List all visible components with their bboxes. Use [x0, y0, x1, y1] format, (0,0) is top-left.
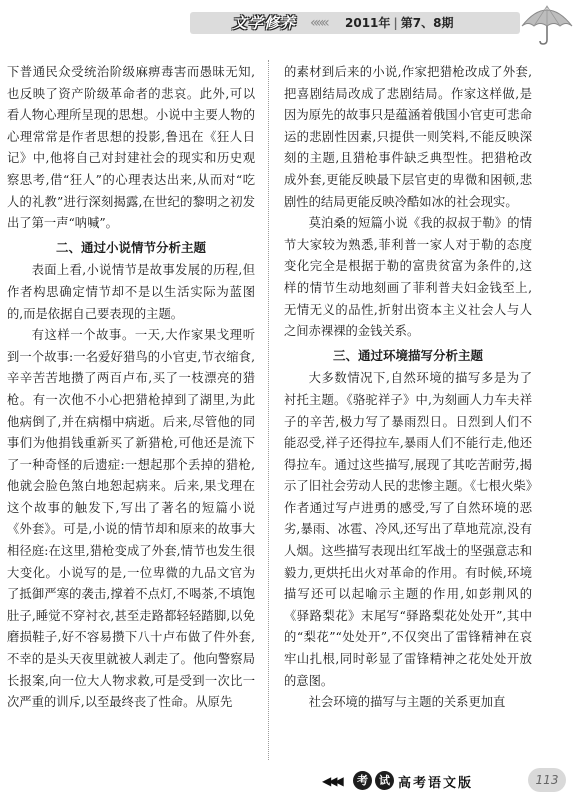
paragraph: 莫泊桑的短篇小说《我的叔叔于勒》的情节大家较为熟悉,菲利普一家人对于勒的态度变化完全是根据于勒的富贵贫富为条件的,这样的情节生动地刻画了菲利普夫妇金钱至上,无情无义的品性,折射出资本主义社会人与人之间赤裸裸的金钱关系。 — [284, 216, 532, 339]
issue-info — [345, 12, 454, 34]
paragraph: 大多数情况下,自然环境的描写多是为了衬托主题。《骆驼祥子》中,为刻画人力车夫祥子的辛苦,极力写了暴雨烈日。日烈到人们不能忍受,祥子还得拉车,暴雨人们不能行走,他还得拉车。通过这些描写,展现了其吃苦耐劳,揭示了旧社会劳动人民的悲惨主题。《七根火柴》作者通过写卢进勇的感受,写了自然环境的恶劣,暴雨、冰雹、冷风,还写出了草地荒凉,没有人烟。这些描写表现出红军战士的坚强意志和毅力,更烘托出火对革命的作用。有时候,环境描写还可以起喻示主题的作用,如彭荆风的《驿路梨花》末尾写“驿路梨花处处开”,其中的“梨花”“处处开”,不仅突出了雷锋精神在哀牢山扎根,同时彰显了雷锋精神之花处处开放的意图。 — [284, 371, 532, 688]
page-number: 113 — [528, 768, 566, 792]
umbrella-icon — [518, 0, 576, 46]
left-column — [7, 62, 255, 714]
page-header — [0, 0, 578, 46]
paragraph: 下普通民众受统治阶级麻痹毒害而愚昧无知,也反映了资产阶级革命者的悲哀。此外,可以看人物心理所呈现的思想。小说中主要人物的心理常常是作者思想的投影,鲁迅在《狂人日记》中,他将自己对封建社会的现实和历史观察思考,借“狂人”的心理表达出来,从而对“吃人的礼教”进行深刻揭露,在世纪的黎明之初发出了第一声“呐喊”。 — [7, 65, 255, 231]
page-footer — [0, 768, 578, 800]
issue-year: 2011年 — [345, 16, 391, 30]
column-divider — [268, 60, 269, 760]
paragraph: 的素材到后来的小说,作家把猎枪改成了外套,把喜剧结局改成了悲剧结局。作家这样做,是因为原先的故事只是蕴涵着俄国小官吏可悲命运的悲剧性因素,只提供一则笑料,不能反映深刻的主题,且猎枪事件缺乏典型性。把猎枪改成外套,更能反映最下层官吏的卑微和困顿,悲剧性的结局更能反映冷酷如冰的社会现实。 — [284, 65, 532, 209]
paragraph: 社会环境的描写与主题的关系更加直 — [308, 695, 506, 710]
section-heading: 三、通过环境描写分析主题 — [332, 347, 483, 363]
paragraph: 表面上看,小说情节是故事发展的历程,但作者构思确定情节却不是以生活实际为蓝图的,而是依据自己要表现的主题。 — [7, 263, 255, 321]
magazine-section-title: 文学修养 — [232, 14, 297, 32]
footer-badge-shi: 试 — [375, 771, 394, 790]
paragraph: 有这样一个故事。一天,大作家果戈理听到一个故事:一名爱好猎鸟的小官吏,节衣缩食,辛辛苦苦地攒了两百卢布,买了一枝漂亮的猎枪。有一次他不小心把猎枪掉到了湖里,为此他病倒了,并在病榻中病逝。后来,尽管他的同事们为他捐钱重新买了新猎枪,可他还是流下了一种奇怪的后遗症:一想起那个丢掉的猎枪,他就会脸色煞白地恕起病来。后来,果戈理在这个故事的触发下,写出了著名的短篇小说《外套》。可是,小说的情节却和原来的故事大相径庭:在这里,猎枪变成了外套,情节也发生很大变化。小说写的是,一位卑微的九品文官为了抵御严寒的袭击,撑着不点灯,不喝茶,不填饱肚子,睡觉不穿衬衣,甚至走路都轻轻踏脚,以免磨损鞋子,好不容易攒下八十卢布做了件外套,不幸的是头天夜里就被人剥走了。他向警察局长报案,向一位大人物求救,可是受到一次比一次严重的训斥,以至最终丧了性命。从原先 — [7, 328, 255, 710]
right-column — [284, 62, 532, 714]
section-heading: 二、通过小说情节分析主题 — [55, 239, 206, 255]
issue-number: 第7、8期 — [400, 16, 454, 30]
issue-separator: | — [393, 16, 398, 30]
footer-badge-kao: 考 — [353, 771, 372, 790]
footer-title: 高考语文版 — [398, 776, 474, 791]
header-arrows: ««« — [310, 15, 327, 31]
footer-arrows: ◀◀◀ — [322, 774, 341, 788]
